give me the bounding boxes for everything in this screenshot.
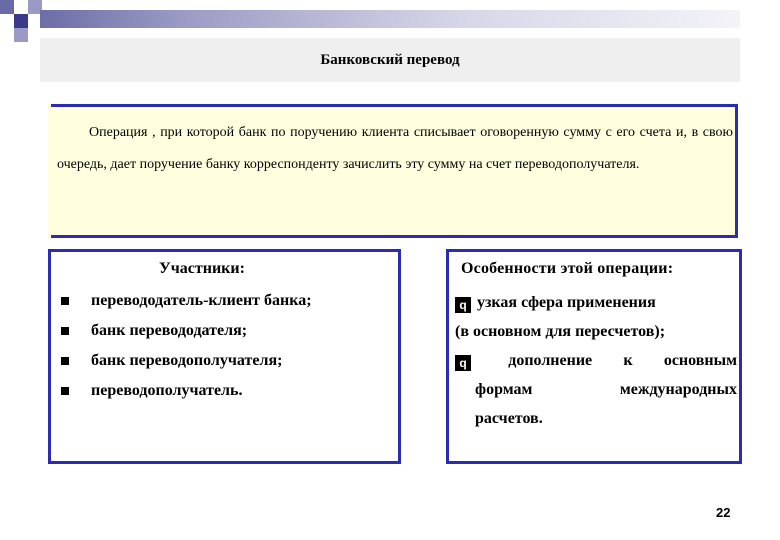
decor-square <box>0 14 14 28</box>
feature-item <box>455 288 737 317</box>
participants-heading: Участники: <box>159 260 245 277</box>
decor-square <box>14 28 28 42</box>
feature-word: основным <box>663 352 737 369</box>
list-item-label: переводополучатель. <box>91 382 243 399</box>
header-stripe <box>40 10 740 28</box>
list-item <box>57 376 312 406</box>
square-bullet-icon <box>61 297 69 305</box>
checkbox-q-bullet-icon: q <box>455 297 471 313</box>
decor-square <box>14 14 28 28</box>
feature-word: дополнение <box>508 352 593 369</box>
participants-list <box>57 286 312 406</box>
page-title: Банковский перевод <box>320 52 460 68</box>
list-item-label: банк перевододателя; <box>91 322 248 339</box>
list-item <box>57 346 312 376</box>
feature-word: к <box>623 352 633 369</box>
feature-text: узкая сфера применения <box>477 294 656 311</box>
feature-continuation: (в основном для пересчетов); <box>455 323 666 340</box>
feature-word: международных <box>619 381 737 398</box>
list-item <box>57 286 312 316</box>
square-bullet-icon <box>61 357 69 365</box>
definition-text: Операция , при которой банк по поручению клиента списывает оговоренную сумму с его счета и, в свою очередь, дает поручение банку корреспонденту зачислить эту сумму на счет переводополучателя. <box>57 125 733 172</box>
feature-word: формам <box>475 381 533 398</box>
square-bullet-icon <box>61 327 69 335</box>
feature-continuation <box>455 375 737 404</box>
list-item <box>57 316 312 346</box>
list-item-label: перевододатель-клиент банка; <box>91 292 312 309</box>
features-box <box>446 249 742 464</box>
feature-word-group <box>455 346 477 375</box>
feature-item <box>455 346 737 375</box>
definition-box <box>48 104 738 238</box>
feature-continuation: расчетов. <box>475 410 543 427</box>
checkbox-q-bullet-icon: q <box>455 355 471 371</box>
square-bullet-icon <box>61 387 69 395</box>
page-number: 22 <box>716 505 731 520</box>
list-item-label: банк переводополучателя; <box>91 352 283 369</box>
participants-box <box>48 249 401 464</box>
features-list <box>455 288 737 433</box>
decor-square <box>14 0 28 14</box>
features-heading: Особенности этой операции: <box>461 260 674 277</box>
decor-square <box>0 0 14 14</box>
